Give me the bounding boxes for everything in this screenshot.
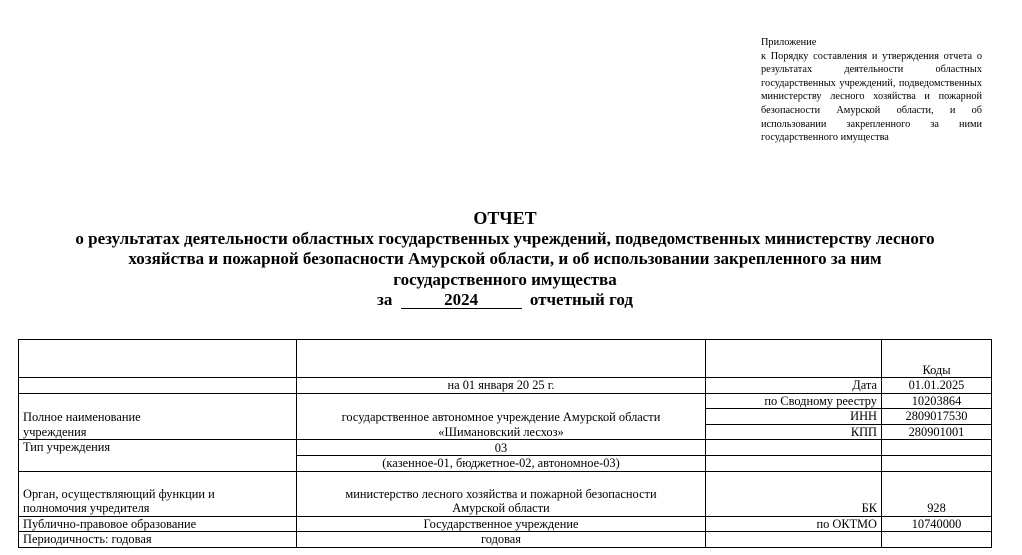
oktmo-label: по ОКТМО xyxy=(706,516,882,532)
bk-value: 928 xyxy=(882,471,992,516)
report-title-block xyxy=(0,208,1010,311)
year-prefix: за xyxy=(377,290,393,309)
table-row xyxy=(19,340,992,378)
report-year-line xyxy=(0,290,1010,311)
fullname-label-line-2: учреждения xyxy=(23,424,87,439)
inn-value: 2809017530 xyxy=(882,409,992,425)
kpp-value: 280901001 xyxy=(882,424,992,440)
fullname-value-line-2: «Шимановский лесхоз» xyxy=(438,424,564,439)
date-value: 01.01.2025 xyxy=(882,378,992,394)
report-header-table xyxy=(18,339,992,548)
table-row xyxy=(19,532,992,548)
kpp-label: КПП xyxy=(706,424,882,440)
type-label: Тип учреждения xyxy=(19,440,297,472)
date-center: на 01 января 20 25 г. xyxy=(297,378,706,394)
type-hint: (казенное-01, бюджетное-02, автономное-03) xyxy=(297,456,706,472)
organ-value-line-1: министерство лесного хозяйства и пожарной безопасности xyxy=(345,486,657,501)
fullname-label-line-1: Полное наименование xyxy=(23,410,141,424)
registry-value: 10203864 xyxy=(882,393,992,409)
appendix-title: Приложение xyxy=(761,37,817,48)
organ-label xyxy=(19,471,297,516)
report-year: 2024 xyxy=(401,292,522,309)
table-row xyxy=(19,378,992,394)
registry-label: по Сводному реестру xyxy=(706,393,882,409)
table-row xyxy=(19,393,992,409)
organ-label-line-2: полномочия учредителя xyxy=(23,501,150,515)
type-value: 03 xyxy=(297,440,706,456)
report-subtitle-line-3: государственного имущества xyxy=(393,269,617,289)
year-suffix: отчетный год xyxy=(529,290,633,309)
fullname-label xyxy=(19,393,297,440)
fullname-value-line-1: государственное автономное учреждение Амурской области xyxy=(341,410,661,424)
report-subtitle-line-2: хозяйства и пожарной безопасности Амурской области, и об использовании закрепленного за ним xyxy=(128,249,882,268)
bk-label: БК xyxy=(706,471,882,516)
report-title: ОТЧЕТ xyxy=(473,208,537,228)
organ-value-line-2: Амурской области xyxy=(452,501,550,515)
period-value: годовая xyxy=(297,532,706,548)
period-label: Периодичность: годовая xyxy=(19,532,297,548)
table-row xyxy=(19,440,992,456)
fullname-value xyxy=(297,393,706,440)
ppo-label: Публично-правовое образование xyxy=(19,516,297,532)
oktmo-value: 10740000 xyxy=(882,516,992,532)
table-row xyxy=(19,516,992,532)
codes-header: Коды xyxy=(882,340,992,378)
table-row xyxy=(19,471,992,516)
appendix-note xyxy=(761,36,982,145)
organ-label-line-1: Орган, осуществляющий функции и xyxy=(23,486,215,501)
date-label: Дата xyxy=(706,378,882,394)
organ-value xyxy=(297,471,706,516)
ppo-value: Государственное учреждение xyxy=(297,516,706,532)
inn-label: ИНН xyxy=(706,409,882,425)
appendix-body: к Порядку составления и утверждения отчета о результатах деятельности областных государственных учреждений, подведомственных министерству лесного хозяйства и пожарной безопасности Амурской области, и об использовании закрепленного за ними государственного имущества xyxy=(761,50,982,144)
report-subtitle-line-1: о результатах деятельности областных государственных учреждений, подведомственных министерству лесного xyxy=(75,228,935,248)
